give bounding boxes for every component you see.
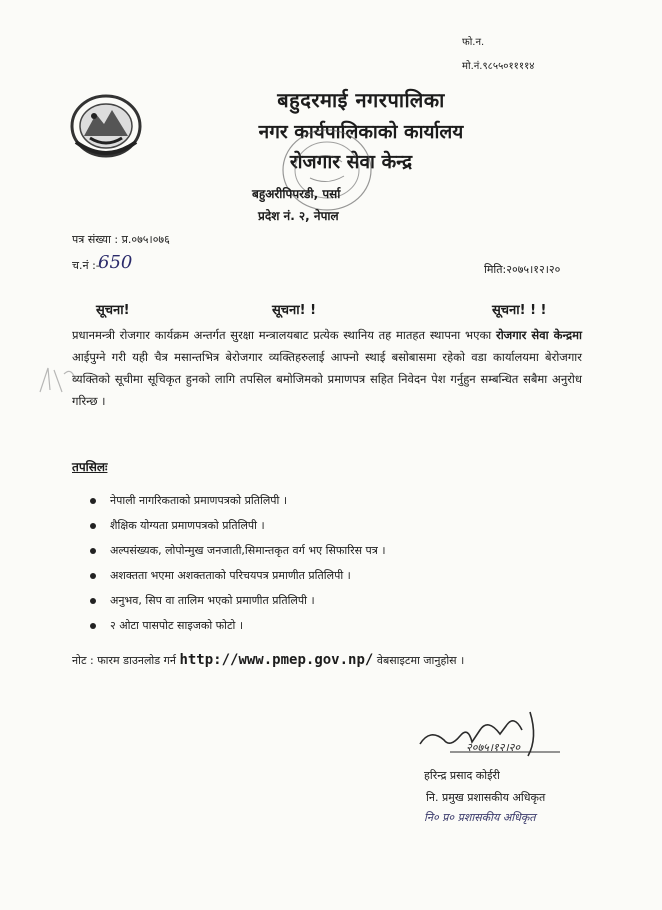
list-item xyxy=(90,538,386,563)
requirements-list xyxy=(90,488,386,638)
list-item-text: नेपाली नागरिकताको प्रमाणपत्रको प्रतिलिपी । xyxy=(110,494,288,507)
download-link[interactable]: http://www.pmep.gov.np/ xyxy=(179,652,374,668)
letter-date: मिति:२०७५।१२।२० xyxy=(484,263,561,276)
mobile-number: मो.नं.९८५५०११११४ xyxy=(462,61,535,72)
signature-date: २०७५।१२।२० xyxy=(466,741,521,754)
download-note xyxy=(72,652,464,668)
list-item xyxy=(90,513,386,538)
title-office: नगर कार्यपालिकाको कार्यालय xyxy=(258,121,464,143)
note-prefix: नोट : फारम डाउनलोड गर्न xyxy=(72,654,180,667)
body-bold-text: रोजगार सेवा केन्द्रमा xyxy=(495,328,582,342)
notice-heading-2: सूचना! ! xyxy=(272,303,317,318)
bullet-icon xyxy=(90,548,96,554)
address-line-2: प्रदेश नं. २, नेपाल xyxy=(258,209,339,223)
round-office-stamp-icon xyxy=(272,120,382,220)
reference-number: पत्र संख्या : प्र.०७५।०७६ xyxy=(72,233,170,246)
list-item-text: शैक्षिक योग्यता प्रमाणपत्रको प्रतिलिपी । xyxy=(110,519,265,532)
body-text-2: आईपुग्ने गरी यही चैत्र मसान्तभित्र बेरोजगार व्यक्तिहरुलाई आफ्नो स्थाई बसोबासमा रहेको वडा कार्यालयमा बेरोजगार व्यक्तिको सूचीमा सूचिकृत हुनको लागि तपसिल बमोजिमको प्रमाणपत्र सहित निवेदन पेश गर्नुहुन सम्बन्धित सबैमा अनुरोध गरिन्छ । xyxy=(72,350,582,408)
title-municipality: बहुदरमाई नगरपालिका xyxy=(277,88,445,112)
address-line-1: बहुअरीपिपरडी, पर्सा xyxy=(252,187,341,201)
phone-label: फो.न. xyxy=(462,37,485,48)
designation-stamp: नि० प्र० प्रशासकीय अधिकृत xyxy=(424,811,536,824)
notice-heading-3: सूचना! ! ! xyxy=(492,303,547,318)
signatory-designation: नि. प्रमुख प्रशासकीय अधिकृत xyxy=(426,791,546,804)
bullet-icon xyxy=(90,573,96,579)
bullet-icon xyxy=(90,498,96,504)
list-item-text: अल्पसंख्यक, लोपोन्मुख जनजाती,सिमान्तकृत वर्ग भए सिफारिस पत्र । xyxy=(110,544,386,557)
bullet-icon xyxy=(90,623,96,629)
notice-heading-1: सूचना! xyxy=(96,303,130,318)
signatory-name: हरिन्द्र प्रसाद कोईरी xyxy=(424,769,500,782)
list-item xyxy=(90,588,386,613)
chalan-label: च.नं :- xyxy=(72,259,100,272)
chalan-number: 650 xyxy=(98,252,133,273)
body-text-1: प्रधानमन्त्री रोजगार कार्यक्रम अन्तर्गत सुरक्षा मन्त्रालयबाट प्रत्येक स्थानिय तह मातहत स्थापना भएका xyxy=(72,328,496,342)
title-center: रोजगार सेवा केन्द्र xyxy=(289,151,413,173)
list-item-text: अशक्तता भएमा अशक्तताको परिचयपत्र प्रमाणीत प्रतिलिपी । xyxy=(110,569,351,582)
bullet-icon xyxy=(90,523,96,529)
list-item xyxy=(90,563,386,588)
list-item-text: २ ओटा पासपोट साइजको फोटो । xyxy=(110,619,244,632)
bullet-icon xyxy=(90,598,96,604)
note-suffix: वेबसाइटमा जानुहोस । xyxy=(373,654,465,667)
tapsil-heading: तपसिलः xyxy=(72,460,108,474)
handwritten-signature-icon xyxy=(410,708,580,768)
list-item xyxy=(90,613,386,638)
list-item xyxy=(90,488,386,513)
list-item-text: अनुभव, सिप वा तालिम भएको प्रमाणीत प्रतिलिपी । xyxy=(110,594,315,607)
notice-body xyxy=(72,324,582,412)
